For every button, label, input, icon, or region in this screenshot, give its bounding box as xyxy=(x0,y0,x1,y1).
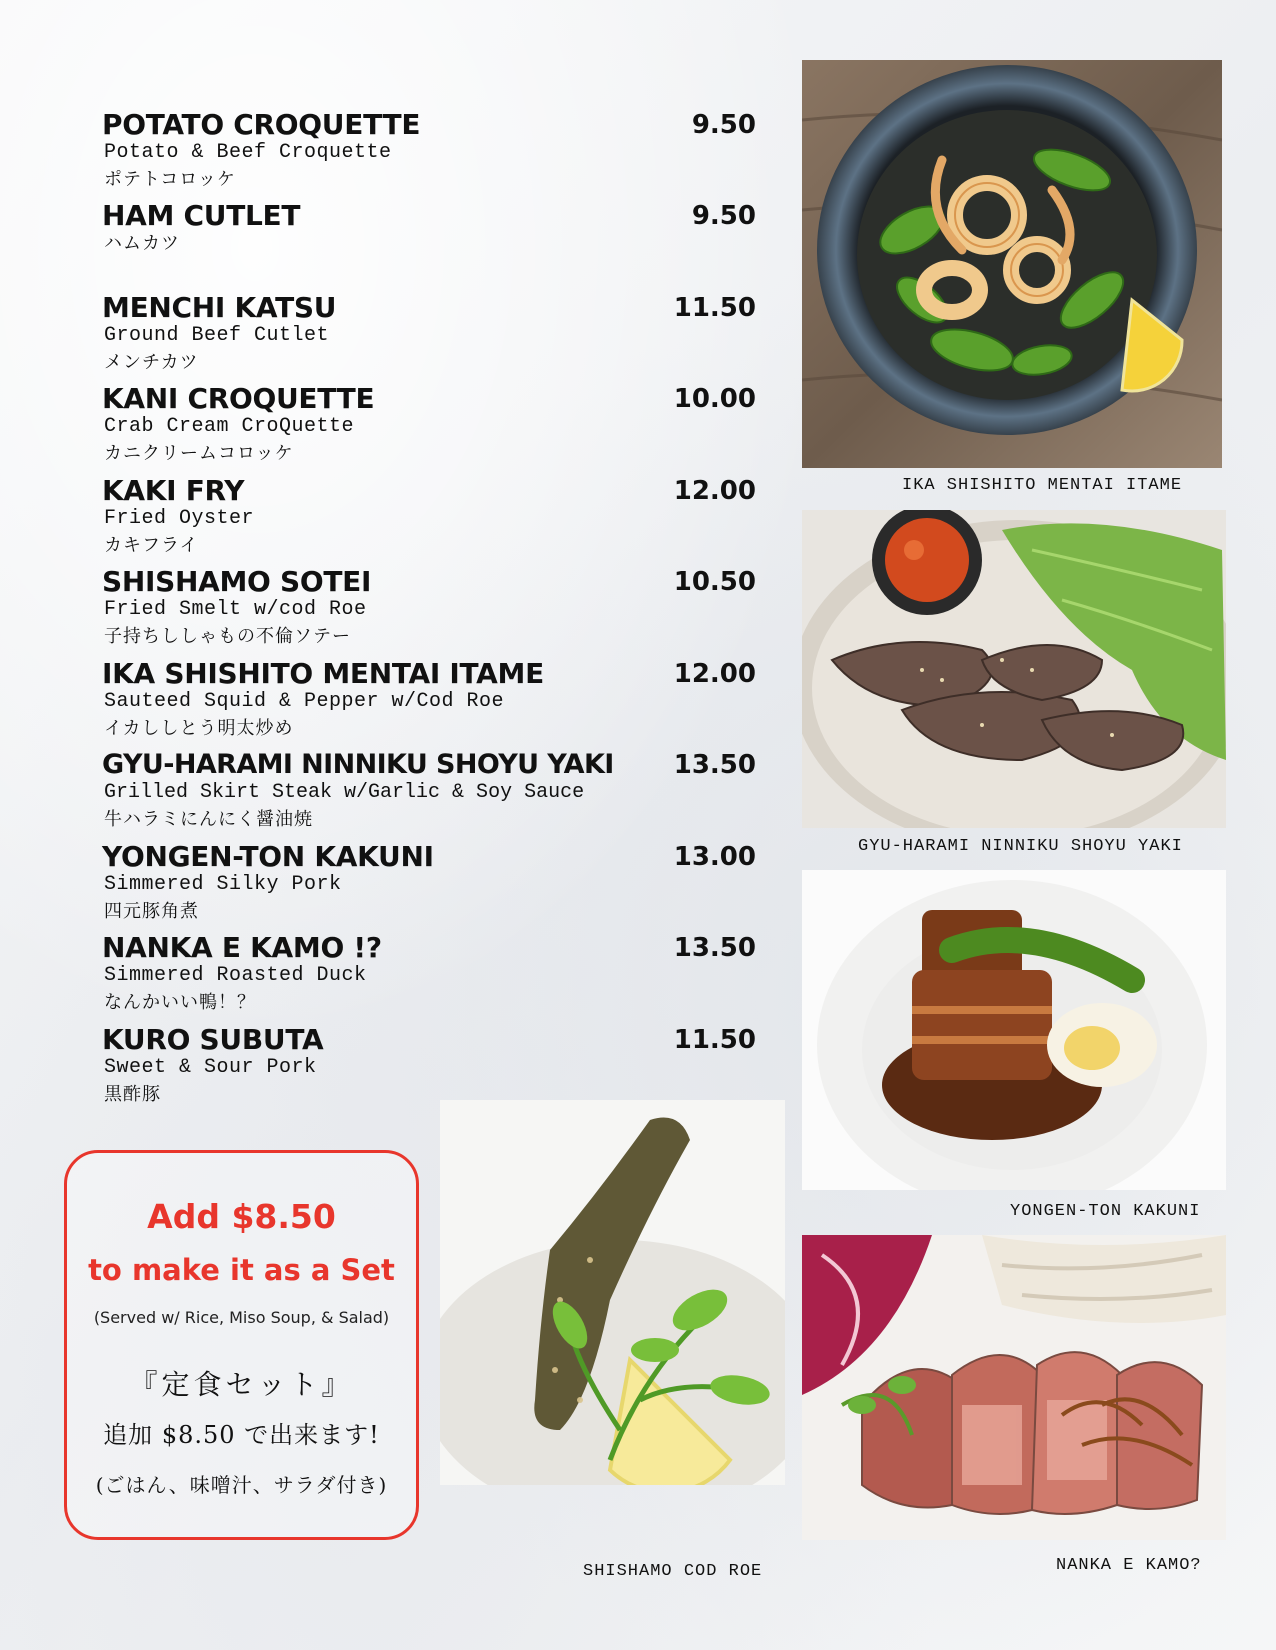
item-japanese: 牛ハラミにんにく醤油焼 xyxy=(104,809,313,830)
item-name: MENCHI KATSU xyxy=(102,291,337,324)
photo-caption: YONGEN-TON KAKUNI xyxy=(1010,1202,1201,1221)
photo-caption: GYU-HARAMI NINNIKU SHOYU YAKI xyxy=(858,837,1183,856)
item-name: KAKI FRY xyxy=(102,473,245,507)
menu-item xyxy=(102,748,762,840)
item-english: Simmered Roasted Duck xyxy=(104,964,367,987)
item-price: 11.50 xyxy=(673,1024,756,1055)
ika-shishito-photo xyxy=(802,60,1222,468)
item-english: Sauteed Squid & Pepper w/Cod Roe xyxy=(104,689,505,713)
set-offer-subtitle: to make it as a Set xyxy=(88,1253,395,1287)
item-name: HAM CUTLET xyxy=(102,199,301,232)
item-price: 13.50 xyxy=(673,750,756,780)
item-english: Sweet & Sour Pork xyxy=(104,1055,317,1079)
item-english: Ground Beef Cutlet xyxy=(104,324,330,347)
item-price: 12.00 xyxy=(673,475,756,506)
set-offer-jp-note: (ごはん、味噌汁、サラダ付き) xyxy=(95,1473,388,1497)
shishamo-photo xyxy=(440,1100,785,1485)
set-offer-note: (Served w/ Rice, Miso Soup, & Salad) xyxy=(93,1308,390,1327)
item-japanese: カニクリームコロッケ xyxy=(104,443,294,464)
item-price: 11.50 xyxy=(673,293,756,323)
item-japanese: 黒酢豚 xyxy=(104,1083,161,1105)
item-japanese: ポテトコロッケ xyxy=(104,169,236,190)
item-name: POTATO CROQUETTE xyxy=(102,108,421,141)
item-name: YONGEN-TON KAKUNI xyxy=(102,839,434,873)
photo-caption: SHISHAMO COD ROE xyxy=(583,1562,763,1581)
menu-item xyxy=(102,565,762,657)
item-japanese: ハムカツ xyxy=(104,233,180,254)
item-japanese: 四元豚角煮 xyxy=(104,900,199,922)
gyu-harami-photo xyxy=(802,510,1226,828)
item-price: 13.00 xyxy=(673,841,756,872)
set-offer-jp-line: 追加 $8.50 で出来ます! xyxy=(103,1421,380,1449)
nanka-e-kamo-photo xyxy=(802,1235,1226,1540)
item-english: Fried Oyster xyxy=(104,506,255,530)
item-japanese: イカししとう明太炒め xyxy=(104,717,294,739)
item-price: 10.50 xyxy=(673,567,756,597)
item-price: 10.00 xyxy=(673,384,756,414)
set-offer-title: Add $8.50 xyxy=(147,1197,336,1236)
menu-item xyxy=(102,657,762,749)
item-english: Potato & Beef Croquette xyxy=(104,141,392,164)
item-name: GYU-HARAMI NINNIKU SHOYU YAKI xyxy=(102,749,614,780)
item-english: Crab Cream CroQuette xyxy=(104,415,355,438)
menu-item xyxy=(102,199,762,291)
item-price: 9.50 xyxy=(691,110,756,140)
item-japanese: 子持ちししゃもの不倫ソテー xyxy=(104,626,351,647)
menu-item xyxy=(102,840,762,932)
item-name: SHISHAMO SOTEI xyxy=(102,565,372,598)
item-price: 12.00 xyxy=(673,658,756,689)
photo-caption: IKA SHISHITO MENTAI ITAME xyxy=(902,476,1183,495)
menu-list xyxy=(102,108,762,1114)
item-name: KURO SUBUTA xyxy=(102,1022,324,1056)
set-offer-box xyxy=(64,1150,419,1540)
menu-item xyxy=(102,382,762,474)
item-english: Fried Smelt w/cod Roe xyxy=(104,598,367,621)
photo-caption: NANKA E KAMO? xyxy=(1056,1556,1202,1575)
item-name: NANKA E KAMO !? xyxy=(102,931,382,964)
item-japanese: カキフライ xyxy=(104,534,199,556)
item-japanese: メンチカツ xyxy=(104,352,199,373)
menu-item xyxy=(102,108,762,199)
menu-item xyxy=(102,474,762,566)
item-english: Simmered Silky Pork xyxy=(104,872,342,896)
item-english: Grilled Skirt Steak w/Garlic & Soy Sauce xyxy=(104,781,585,804)
yongen-ton-photo xyxy=(802,870,1226,1190)
item-name: KANI CROQUETTE xyxy=(102,382,375,415)
item-price: 13.50 xyxy=(673,933,756,963)
menu-item xyxy=(102,291,762,382)
item-japanese: なんかいい鴨！？ xyxy=(104,992,256,1013)
item-name: IKA SHISHITO MENTAI ITAME xyxy=(102,656,544,690)
item-price: 9.50 xyxy=(691,201,756,231)
set-offer-jp-title: 『定食セット』 xyxy=(129,1368,354,1401)
menu-item xyxy=(102,931,762,1023)
